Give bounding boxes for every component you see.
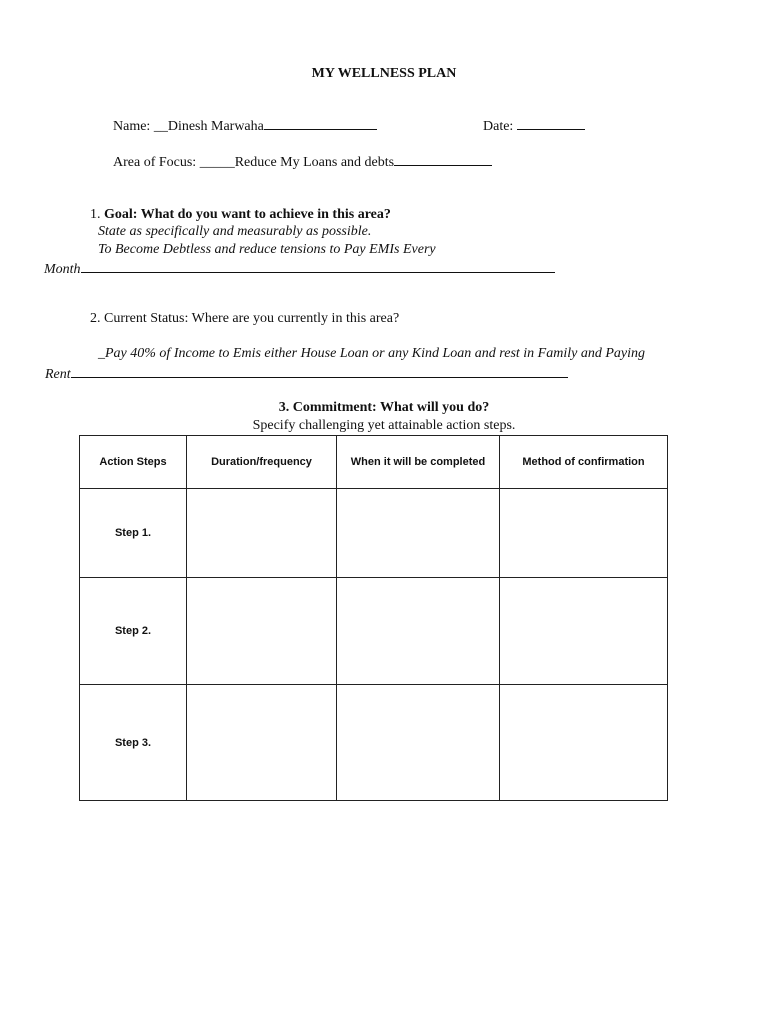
step-1-label: Step 1. (80, 489, 187, 578)
table-header-row (80, 436, 668, 489)
step-2-completion-cell[interactable] (337, 578, 500, 685)
step-2-duration-cell[interactable] (187, 578, 337, 685)
commitment-subheading: Specify challenging yet attainable action steps. (252, 418, 516, 433)
goal-answer-line2-row (44, 259, 555, 279)
step-2-method-cell[interactable] (500, 578, 668, 685)
name-value[interactable]: Dinesh Marwaha (167, 119, 264, 134)
name-prefix: __ (153, 119, 168, 134)
header-when-completed: When it will be completed (337, 436, 500, 489)
goal-answer-line2[interactable]: Month (44, 262, 81, 277)
header-duration: Duration/frequency (187, 436, 337, 489)
focus-label: Area of Focus: (113, 155, 197, 170)
name-label: Name: (113, 119, 151, 134)
step-1-completion-cell[interactable] (337, 489, 500, 578)
status-answer-line2[interactable]: Rent (45, 367, 71, 382)
goal-underline (81, 259, 555, 273)
date-row (483, 116, 585, 136)
status-answer-line2-row (45, 364, 568, 384)
date-label: Date: (483, 119, 514, 134)
step-3-method-cell[interactable] (500, 685, 668, 801)
focus-underline (394, 152, 492, 166)
header-action-steps: Action Steps (80, 436, 187, 489)
commitment-heading: 3. Commitment: What will you do? (278, 400, 490, 415)
status-answer-line1[interactable]: _Pay 40% of Income to Emis either House Loan or any Kind Loan and rest in Family and Paying (98, 346, 645, 361)
focus-value[interactable]: Reduce My Loans and debts (234, 155, 395, 170)
status-question: 2. Current Status: Where are you currently in this area? (90, 311, 400, 326)
focus-prefix: _____ (199, 155, 235, 170)
goal-answer-line1[interactable]: To Become Debtless and reduce tensions to Pay EMIs Every (98, 242, 436, 257)
step-1-method-cell[interactable] (500, 489, 668, 578)
page-title: MY WELLNESS PLAN (311, 66, 457, 81)
step-2-label: Step 2. (80, 578, 187, 685)
goal-question-text: Goal: What do you want to achieve in this area? (104, 207, 391, 222)
table-row (80, 685, 668, 801)
focus-row (113, 152, 492, 172)
table-row (80, 578, 668, 685)
name-underline (264, 116, 377, 130)
table-row (80, 489, 668, 578)
step-1-duration-cell[interactable] (187, 489, 337, 578)
step-3-duration-cell[interactable] (187, 685, 337, 801)
step-3-completion-cell[interactable] (337, 685, 500, 801)
header-method: Method of confirmation (500, 436, 668, 489)
goal-instruction: State as specifically and measurably as possible. (98, 224, 372, 239)
action-steps-table (79, 435, 668, 801)
date-field[interactable] (517, 116, 585, 130)
name-row (113, 116, 377, 136)
goal-question (90, 206, 391, 224)
step-3-label: Step 3. (80, 685, 187, 801)
goal-number: 1. (90, 207, 101, 222)
status-underline (71, 364, 568, 378)
